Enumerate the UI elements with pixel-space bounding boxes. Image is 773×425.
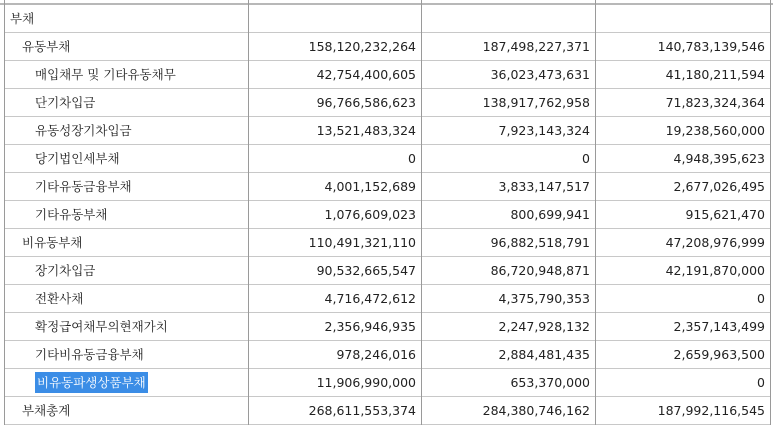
- row-label-cell[interactable]: [4, 173, 279, 200]
- row-label: 부채총계: [22, 403, 71, 418]
- value-text: 2,677,026,495: [673, 179, 765, 194]
- row-label: 확정급여채무의현재가치: [35, 319, 168, 334]
- value-cell-2[interactable]: [421, 89, 595, 116]
- value-cell-1[interactable]: [248, 229, 421, 256]
- value-cell-3[interactable]: [595, 33, 770, 60]
- value-cell-3[interactable]: [595, 201, 770, 228]
- row-label-cell[interactable]: [4, 201, 279, 228]
- value-text: 0: [757, 375, 765, 390]
- value-text: 2,884,481,435: [498, 347, 590, 362]
- value-text: 36,023,473,631: [490, 67, 590, 82]
- table-row: [4, 201, 770, 229]
- value-text: 653,370,000: [510, 375, 590, 390]
- value-cell-2[interactable]: [421, 33, 595, 60]
- row-label-cell[interactable]: [4, 341, 279, 368]
- value-cell-1[interactable]: [248, 61, 421, 88]
- value-text: 187,498,227,371: [482, 39, 590, 54]
- value-cell-1[interactable]: [248, 33, 421, 60]
- row-label: 당기법인세부채: [35, 151, 120, 166]
- table-row: [4, 117, 770, 145]
- value-text: 3,833,147,517: [498, 179, 590, 194]
- value-cell-3[interactable]: [595, 229, 770, 256]
- value-text: 71,823,324,364: [665, 95, 765, 110]
- row-label-cell[interactable]: [4, 5, 254, 32]
- value-cell-2[interactable]: [421, 313, 595, 340]
- table-row: [4, 61, 770, 89]
- value-cell-1[interactable]: [248, 369, 421, 396]
- value-cell-1[interactable]: [248, 201, 421, 228]
- column-divider: [770, 0, 771, 425]
- row-label-cell[interactable]: [4, 397, 266, 424]
- column-divider: [4, 0, 5, 425]
- row-label: 기타비유동금융부채: [35, 347, 144, 362]
- value-cell-2[interactable]: [421, 173, 595, 200]
- value-text: 90,532,665,547: [316, 263, 416, 278]
- value-cell-3[interactable]: [595, 313, 770, 340]
- table-row: [4, 33, 770, 61]
- value-text: 1,076,609,023: [324, 207, 416, 222]
- value-text: 42,754,400,605: [316, 67, 416, 82]
- value-cell-3[interactable]: [595, 369, 770, 396]
- value-text: 0: [582, 151, 590, 166]
- value-text: 2,247,928,132: [498, 319, 590, 334]
- value-text: 268,611,553,374: [308, 403, 416, 418]
- table-row: [4, 397, 770, 425]
- value-cell-2[interactable]: [421, 341, 595, 368]
- row-label: 부채: [10, 11, 35, 26]
- table-row: [4, 341, 770, 369]
- value-cell-2[interactable]: [421, 257, 595, 284]
- value-cell-3[interactable]: [595, 341, 770, 368]
- row-label: 유동부채: [22, 39, 71, 54]
- row-label-cell[interactable]: [4, 369, 279, 396]
- row-label: 기타유동부채: [35, 207, 108, 222]
- value-text: 19,238,560,000: [665, 123, 765, 138]
- value-cell-2[interactable]: [421, 397, 595, 424]
- value-cell-1[interactable]: [248, 257, 421, 284]
- value-text: 47,208,976,999: [665, 235, 765, 250]
- value-cell-3[interactable]: [595, 397, 770, 424]
- value-cell-3[interactable]: [595, 257, 770, 284]
- row-label-cell[interactable]: [4, 229, 266, 256]
- value-cell-3[interactable]: [595, 61, 770, 88]
- value-text: 978,246,016: [336, 347, 416, 362]
- table-row: [4, 257, 770, 285]
- value-cell-3[interactable]: [595, 89, 770, 116]
- row-label-cell[interactable]: [4, 33, 266, 60]
- row-label: 기타유동금융부채: [35, 179, 132, 194]
- value-cell-3[interactable]: [595, 5, 770, 32]
- row-label-cell[interactable]: [4, 285, 279, 312]
- row-label: 비유동부채: [22, 235, 83, 250]
- value-cell-2[interactable]: [421, 229, 595, 256]
- row-label: 유동성장기차입금: [35, 123, 132, 138]
- value-text: 41,180,211,594: [665, 67, 765, 82]
- value-cell-2[interactable]: [421, 285, 595, 312]
- value-cell-3[interactable]: [595, 145, 770, 172]
- row-label: 전환사채: [35, 291, 84, 306]
- value-cell-1[interactable]: [248, 5, 421, 32]
- row-label-cell[interactable]: [4, 145, 279, 172]
- column-divider: [248, 0, 249, 425]
- row-label: 장기차입금: [35, 263, 96, 278]
- column-divider: [421, 0, 422, 425]
- value-cell-1[interactable]: [248, 313, 421, 340]
- value-text: 4,716,472,612: [324, 291, 416, 306]
- value-text: 4,375,790,353: [498, 291, 590, 306]
- table-row: [4, 369, 770, 397]
- value-text: 800,699,941: [510, 207, 590, 222]
- value-text: 13,521,483,324: [316, 123, 416, 138]
- row-label: 단기차입금: [35, 95, 96, 110]
- row-label: 매입채무 및 기타유동채무: [35, 67, 176, 82]
- value-cell-3[interactable]: [595, 173, 770, 200]
- value-text: 0: [757, 291, 765, 306]
- table-row: [4, 89, 770, 117]
- value-text: 11,906,990,000: [316, 375, 416, 390]
- row-label-cell[interactable]: [4, 89, 279, 116]
- row-label-cell[interactable]: [4, 257, 279, 284]
- table-row: [4, 173, 770, 201]
- row-label-cell[interactable]: [4, 61, 279, 88]
- value-text: 7,923,143,324: [498, 123, 590, 138]
- value-cell-1[interactable]: [248, 341, 421, 368]
- selected-row-label: 비유동파생상품부채: [35, 372, 148, 393]
- table-row: [4, 145, 770, 173]
- value-cell-1[interactable]: [248, 397, 421, 424]
- value-text: 284,380,746,162: [482, 403, 590, 418]
- value-text: 86,720,948,871: [490, 263, 590, 278]
- value-text: 138,917,762,958: [482, 95, 590, 110]
- value-cell-2[interactable]: [421, 145, 595, 172]
- value-text: 2,356,946,935: [324, 319, 416, 334]
- value-text: 96,882,518,791: [490, 235, 590, 250]
- table-row: [4, 229, 770, 257]
- table-row: [4, 313, 770, 341]
- value-text: 158,120,232,264: [308, 39, 416, 54]
- value-cell-1[interactable]: [248, 145, 421, 172]
- value-text: 0: [408, 151, 416, 166]
- value-cell-1[interactable]: [248, 285, 421, 312]
- value-text: 140,783,139,546: [657, 39, 765, 54]
- value-text: 110,491,321,110: [308, 235, 416, 250]
- value-cell-3[interactable]: [595, 117, 770, 144]
- value-text: 4,001,152,689: [324, 179, 416, 194]
- value-cell-2[interactable]: [421, 5, 595, 32]
- value-text: 96,766,586,623: [316, 95, 416, 110]
- value-text: 4,948,395,623: [673, 151, 765, 166]
- value-text: 2,357,143,499: [673, 319, 765, 334]
- row-label-cell[interactable]: [4, 313, 279, 340]
- value-cell-1[interactable]: [248, 173, 421, 200]
- value-text: 915,621,470: [685, 207, 765, 222]
- value-cell-2[interactable]: [421, 369, 595, 396]
- column-divider: [595, 0, 596, 425]
- value-cell-3[interactable]: [595, 285, 770, 312]
- value-cell-1[interactable]: [248, 89, 421, 116]
- table-row: [4, 285, 770, 313]
- value-text: 2,659,963,500: [673, 347, 765, 362]
- table-row: [4, 5, 770, 33]
- row-label-cell[interactable]: [4, 117, 279, 144]
- value-text: 187,992,116,545: [657, 403, 765, 418]
- value-cell-2[interactable]: [421, 201, 595, 228]
- value-text: 42,191,870,000: [665, 263, 765, 278]
- value-cell-1[interactable]: [248, 117, 421, 144]
- value-cell-2[interactable]: [421, 117, 595, 144]
- value-cell-2[interactable]: [421, 61, 595, 88]
